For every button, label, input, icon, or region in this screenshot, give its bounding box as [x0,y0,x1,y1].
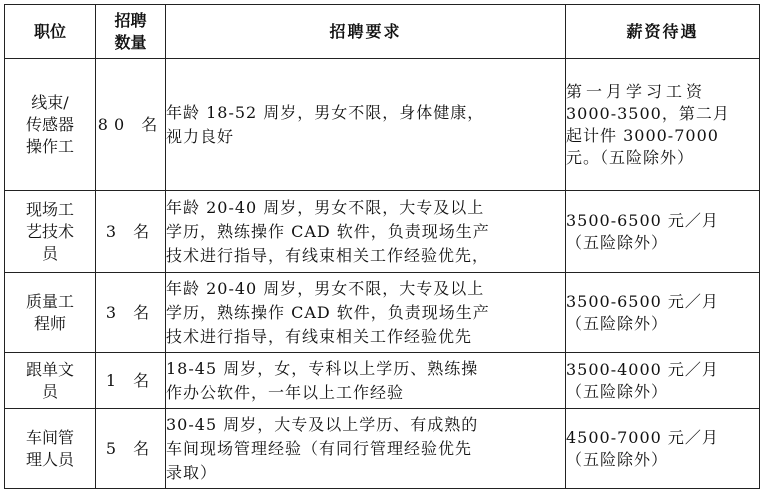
count-cell: 3 名 [96,273,166,353]
header-requirements: 招聘要求 [166,5,566,59]
table-row [5,409,760,489]
salary-cell: 第一月学习工资 3000-3500，第二月 起计件 3000-7000 元。（五险除外） [566,59,760,191]
table-row [5,191,760,273]
table-row [5,353,760,409]
count-cell: 80 名 [96,59,166,191]
table-row [5,273,760,353]
position-cell: 车间管 理人员 [5,409,96,489]
salary-cell: 3500-4000 元／月 （五险除外） [566,353,760,409]
count-cell: 5 名 [96,409,166,489]
position-cell: 线束/ 传感器 操作工 [5,59,96,191]
header-row [5,5,760,59]
requirements-cell: 年龄 20-40 周岁，男女不限，大专及以上 学历，熟练操作 CAD 软件，负责现场生产 技术进行指导，有线束相关工作经验优先 [166,273,566,353]
recruitment-table [4,4,760,489]
position-cell: 现场工 艺技术 员 [5,191,96,273]
salary-cell: 4500-7000 元／月 （五险除外） [566,409,760,489]
header-position: 职位 [5,5,96,59]
position-cell: 跟单文 员 [5,353,96,409]
requirements-cell: 18-45 周岁，女，专科以上学历、熟练操 作办公软件，一年以上工作经验 [166,353,566,409]
header-count: 招聘 数量 [96,5,166,59]
salary-cell: 3500-6500 元／月 （五险除外） [566,273,760,353]
requirements-cell: 30-45 周岁，大专及以上学历、有成熟的 车间现场管理经验（有同行管理经验优先 录取） [166,409,566,489]
header-salary: 薪资待遇 [566,5,760,59]
table-row [5,59,760,191]
position-cell: 质量工 程师 [5,273,96,353]
requirements-cell: 年龄 18-52 周岁，男女不限，身体健康， 视力良好 [166,59,566,191]
requirements-cell: 年龄 20-40 周岁，男女不限，大专及以上 学历，熟练操作 CAD 软件，负责现场生产 技术进行指导，有线束相关工作经验优先， [166,191,566,273]
salary-cell: 3500-6500 元／月 （五险除外） [566,191,760,273]
count-cell: 1 名 [96,353,166,409]
count-cell: 3 名 [96,191,166,273]
